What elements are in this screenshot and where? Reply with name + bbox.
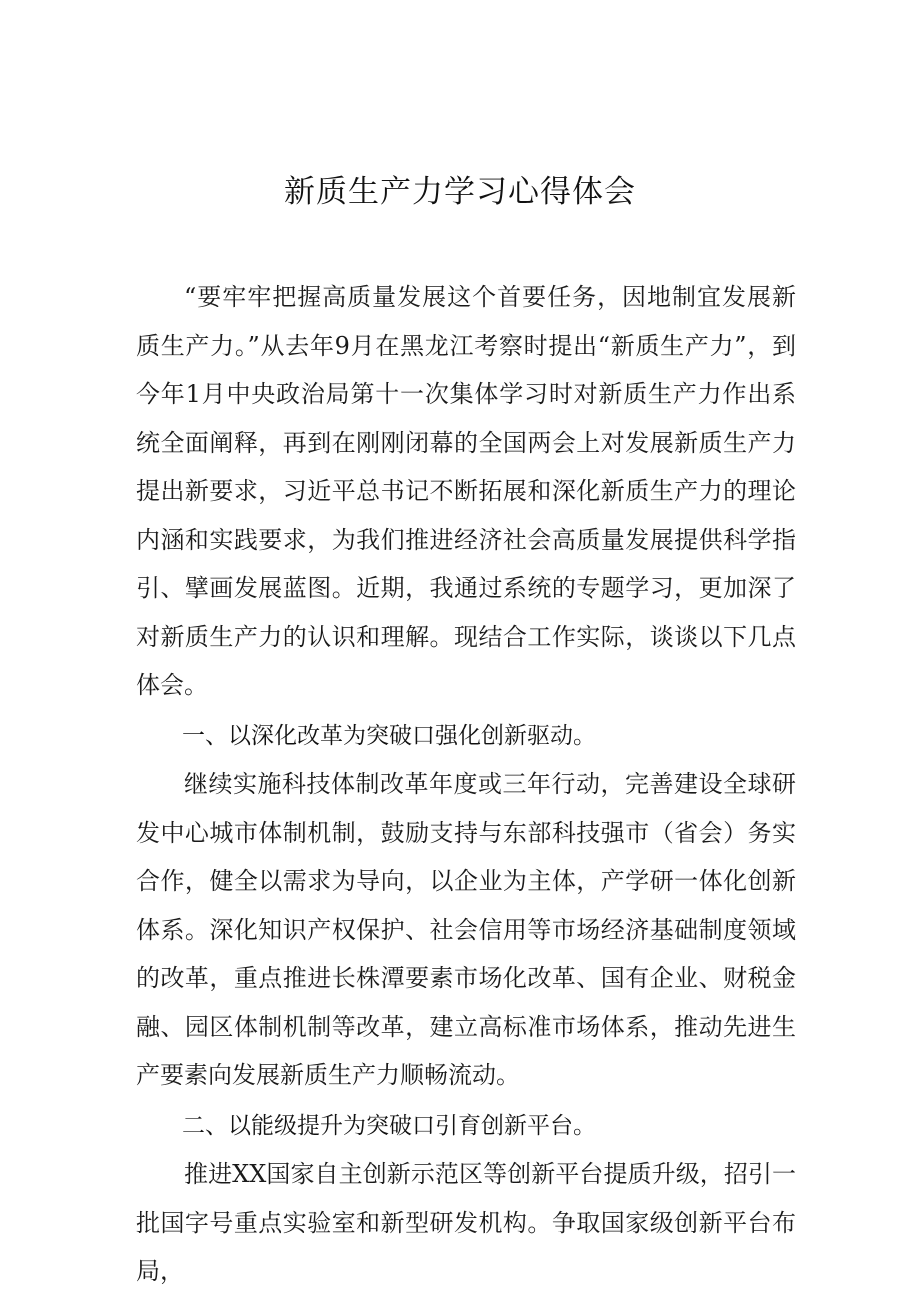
document-body (136, 273, 796, 1296)
section-heading-2: 二、以能级提升为突破口引育创新平台。 (182, 1112, 596, 1139)
document-title: 新质生产力学习心得体会 (284, 174, 636, 210)
intro-paragraph: “要牢牢把握高质量发展这个首要任务，因地制宜发展新质生产力。”从去年9月在黑龙江考察时提出“新质生产力”，到今年1月中央政治局第十一次集体学习时对新质生产力作出系统全面阐释，再到在刚刚闭幕的全国两会上对发展新质生产力提出新要求，习近平总书记不断拓展和深化新质生产力的理论内涵和实践要求，为我们推进经济社会高质量发展提供科学指引、擘画发展蓝图。近期，我通过系统的专题学习，更加深了对新质生产力的认识和理解。现结合工作实际，谈谈以下几点体会。 (136, 283, 796, 699)
section-1-paragraph: 继续实施科技体制改革年度或三年行动，完善建设全球研发中心城市体制机制，鼓励支持与东部科技强市（省会）务实合作，健全以需求为导向，以企业为主体，产学研一体化创新体系。深化知识产权保护、社会信用等市场经济基础制度领域的改革，重点推进长株潭要素市场化改革、国有企业、财税金融、园区体制机制等改革，建立高标准市场体系，推动先进生产要素向发展新质生产力顺畅流动。 (136, 770, 796, 1089)
section-heading-1: 一、以深化改革为突破口强化创新驱动。 (182, 722, 596, 749)
section-2-paragraph: 推进XX国家自主创新示范区等创新平台提质升级，招引一批国字号重点实验室和新型研发机构。争取国家级创新平台布局， (136, 1160, 796, 1285)
